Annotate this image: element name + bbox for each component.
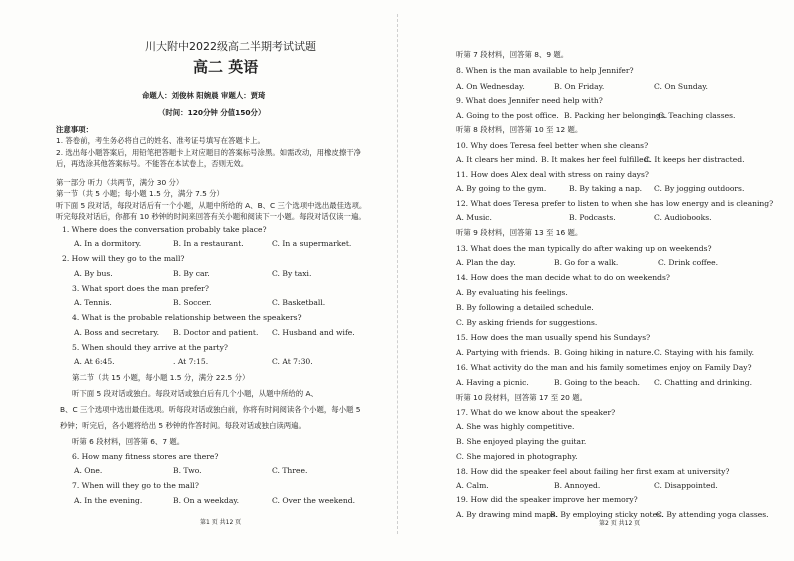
question-1: 1. Where does the conversation probably take place? xyxy=(62,225,267,234)
option-12c: C. Audiobooks. xyxy=(654,213,712,222)
option-11a: A. By going to the gym. xyxy=(456,184,547,193)
option-11c: C. By jogging outdoors. xyxy=(654,184,745,193)
question-6: 6. How many fitness stores are there? xyxy=(72,452,219,461)
question-12: 12. What does Teresa prefer to listen to when she has low energy and is cleaning? xyxy=(456,199,774,208)
option-10c: C. It keeps her distracted. xyxy=(644,155,745,164)
material-10-heading: 听第 10 段材料，回答第 17 至 20 题。 xyxy=(456,393,587,402)
notes-heading: 注意事项： xyxy=(56,125,93,134)
option-14b: B. By following a detailed schedule. xyxy=(456,303,594,312)
question-18: 18. How did the speaker feel about failing her first exam at university? xyxy=(456,467,730,476)
option-1b: B. In a restaurant. xyxy=(173,239,244,248)
authors-line: 命题人：刘俊林 阳婉晨 审题人：贾琦 xyxy=(142,91,266,100)
option-6a: A. One. xyxy=(74,466,103,475)
section1-heading: 第一节（共 5 小题；每小题 1.5 分，满分 7.5 分） xyxy=(56,189,224,198)
question-8: 8. When is the man available to help Jennifer? xyxy=(456,66,634,75)
option-17a: A. She was highly competitive. xyxy=(456,422,575,431)
question-3: 3. What sport does the man prefer? xyxy=(72,284,209,293)
option-19a: A. By drawing mind maps. xyxy=(456,510,558,519)
option-7a: A. In the evening. xyxy=(74,496,143,505)
option-6b: B. Two. xyxy=(173,466,202,475)
question-10: 10. Why does Teresa feel better when she cleans? xyxy=(456,141,649,150)
option-10b: B. It makes her feel fulfilled. xyxy=(541,155,651,164)
option-3c: C. Basketball. xyxy=(272,298,326,307)
option-5a: A. At 6:45. xyxy=(74,357,115,366)
note-1: 1. 答卷前，考生务必将自己的姓名、准考证号填写在答题卡上。 xyxy=(56,136,265,145)
part1-heading: 第一部分 听力（共两节，满分 30 分） xyxy=(56,178,184,187)
question-14: 14. How does the man decide what to do on weekends? xyxy=(456,273,670,282)
question-15: 15. How does the man usually spend his Sundays? xyxy=(456,333,651,342)
option-13b: B. Go for a walk. xyxy=(554,258,619,267)
option-7c: C. Over the weekend. xyxy=(272,496,356,505)
option-17c: C. She majored in photography. xyxy=(456,452,578,461)
option-8b: B. On Friday. xyxy=(554,82,605,91)
option-18b: B. Annoyed. xyxy=(554,481,601,490)
section1-instruction-2: 听完每段对话后，你都有 10 秒钟的时间来回答有关小题和阅读下一小题。每段对话仅读一遍。 xyxy=(56,212,366,221)
option-19c: C. By attending yoga classes. xyxy=(656,510,769,519)
material-6-heading: 听第 6 段材料，回答第 6、7 题。 xyxy=(72,437,185,446)
option-2a: A. By bus. xyxy=(74,269,113,278)
exam-page-1 xyxy=(0,0,390,561)
option-5c: C. At 7:30. xyxy=(272,357,313,366)
section2-instruction-2: B、C 三个选项中选出最佳选项。听每段对话或独白前，你将有时间阅读各个小题，每小题 5 xyxy=(60,405,361,414)
option-4c: C. Husband and wife. xyxy=(272,328,355,337)
option-5b: . At 7:15. xyxy=(173,357,209,366)
question-7: 7. When will they go to the mall? xyxy=(72,481,199,490)
question-16: 16. What activity do the man and his family sometimes enjoy on Family Day? xyxy=(456,363,752,372)
option-12b: B. Podcasts. xyxy=(569,213,616,222)
page-footer: 第1 页 共12 页 xyxy=(200,519,242,526)
question-4: 4. What is the probable relationship between the speakers? xyxy=(72,313,302,322)
option-1c: C. In a supermarket. xyxy=(272,239,352,248)
note-2b: 后，再选涂其他答案标号。不能答在本试卷上，否则无效。 xyxy=(56,159,249,168)
option-16c: C. Chatting and drinking. xyxy=(654,378,752,387)
option-11b: B. By taking a nap. xyxy=(569,184,643,193)
option-3a: A. Tennis. xyxy=(74,298,112,307)
question-2: 2. How will they go to the mall? xyxy=(62,254,185,263)
section1-instruction-1: 听下面 5 段对话，每段对话后有一个小题，从题中所给的 A、B、C 三个选项中选出最佳选项。 xyxy=(56,201,367,210)
option-8c: C. On Sunday. xyxy=(654,82,708,91)
material-7-heading: 听第 7 段材料，回答第 8、9 题。 xyxy=(456,50,569,59)
option-16b: B. Going to the beach. xyxy=(554,378,640,387)
option-7b: B. On a weekday. xyxy=(173,496,240,505)
option-12a: A. Music. xyxy=(456,213,492,222)
question-19: 19. How did the speaker improve her memory? xyxy=(456,495,638,504)
page-footer: 第2 页 共12 页 xyxy=(599,520,641,527)
option-15c: C. Staying with his family. xyxy=(654,348,755,357)
option-17b: B. She enjoyed playing the guitar. xyxy=(456,437,587,446)
option-3b: B. Soccer. xyxy=(173,298,212,307)
option-13c: C. Drink coffee. xyxy=(658,258,719,267)
question-9: 9. What does Jennifer need help with? xyxy=(456,96,603,105)
option-13a: A. Plan the day. xyxy=(456,258,516,267)
option-16a: A. Having a picnic. xyxy=(456,378,529,387)
section2-instruction-1: 听下面 5 段对话或独白。每段对话或独白后有几个小题，从题中所给的 A、 xyxy=(72,389,318,398)
option-9a: A. Going to the post office. xyxy=(456,111,559,120)
option-18c: C. Disappointed. xyxy=(654,481,718,490)
option-2b: B. By car. xyxy=(173,269,210,278)
note-2a: 2. 选出每小题答案后，用铅笔把答题卡上对应题目的答案标号涂黑。如需改动，用橡皮擦干净 xyxy=(56,148,362,157)
option-15b: B. Going hiking in nature. xyxy=(554,348,654,357)
time-score-line: （时间：120分钟 分值150分） xyxy=(158,108,266,117)
option-4a: A. Boss and secretary. xyxy=(74,328,160,337)
question-17: 17. What do we know about the speaker? xyxy=(456,408,616,417)
exam-title: 川大附中2022级高二半期考试试题 xyxy=(145,40,316,53)
option-18a: A. Calm. xyxy=(456,481,489,490)
option-14a: A. By evaluating his feelings. xyxy=(456,288,568,297)
exam-page-2 xyxy=(404,0,794,561)
material-9-heading: 听第 9 段材料，回答第 13 至 16 题。 xyxy=(456,228,583,237)
material-8-heading: 听第 8 段材料，回答第 10 至 12 题。 xyxy=(456,125,583,134)
option-9b: B. Packing her belongings. xyxy=(564,111,668,120)
section2-heading: 第二节（共 15 小题，每小题 1.5 分，满分 22.5 分） xyxy=(72,373,250,382)
question-13: 13. What does the man typically do after waking up on weekends? xyxy=(456,244,712,253)
option-19b: B. By employing sticky notes. xyxy=(550,510,664,519)
option-8a: A. On Wednesday. xyxy=(456,82,525,91)
page-divider xyxy=(397,14,398,534)
option-4b: B. Doctor and patient. xyxy=(173,328,259,337)
option-6c: C. Three. xyxy=(272,466,308,475)
question-5: 5. When should they arrive at the party? xyxy=(72,343,228,352)
option-9c: C. Teaching classes. xyxy=(658,111,736,120)
question-11: 11. How does Alex deal with stress on rainy days? xyxy=(456,170,649,179)
option-14c: C. By asking friends for suggestions. xyxy=(456,318,598,327)
option-2c: C. By taxi. xyxy=(272,269,312,278)
option-10a: A. It clears her mind. xyxy=(456,155,538,164)
option-15a: A. Partying with friends. xyxy=(456,348,550,357)
subject-title: 高二 英语 xyxy=(193,58,259,76)
option-1a: A. In a dormitory. xyxy=(74,239,142,248)
section2-instruction-3: 秒钟；听完后，各小题将给出 5 秒钟的作答时间。每段对话或独白读两遍。 xyxy=(60,421,306,430)
